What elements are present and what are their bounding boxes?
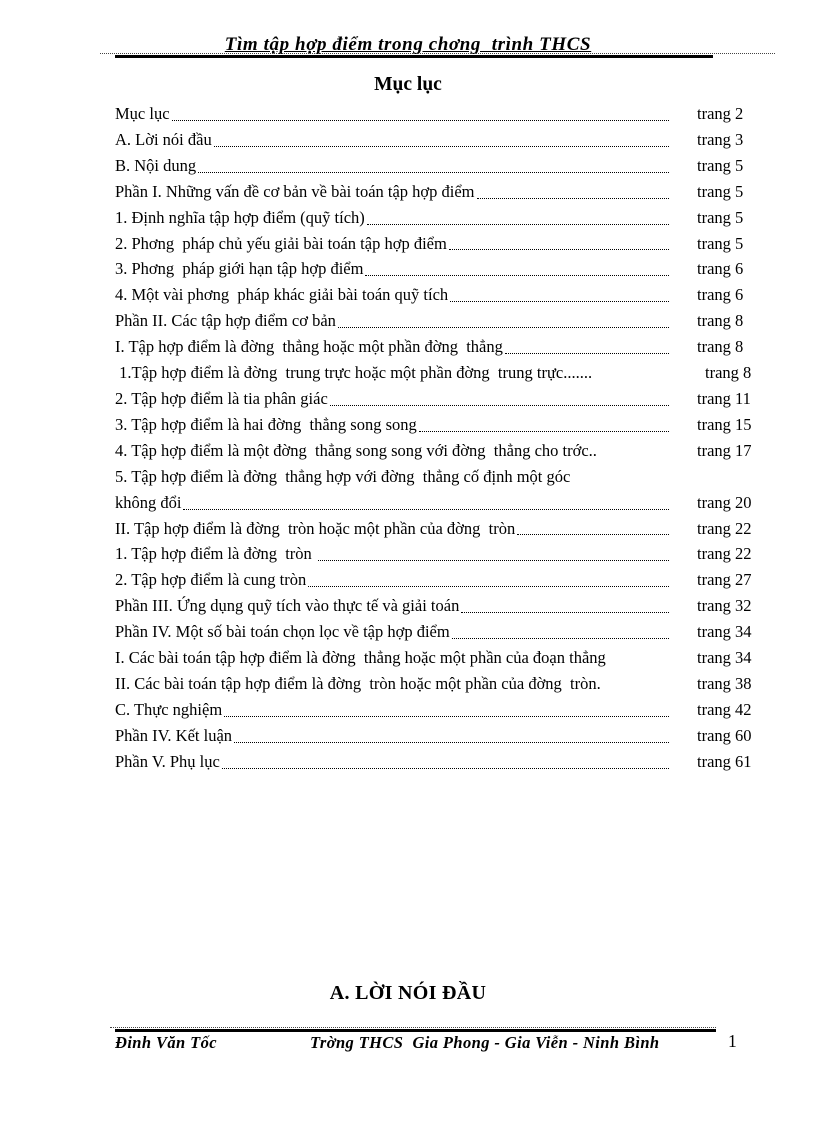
toc-row	[115, 334, 765, 360]
header-rule-dotted	[100, 53, 775, 54]
toc-entry-label: II. Các bài toán tập hợp điểm là đờng tròn hoặc một phần của đờng tròn.	[115, 673, 601, 693]
toc-entry-label: I. Tập hợp điểm là đờng thẳng hoặc một phần đờng thẳng	[115, 337, 503, 357]
toc-page-number: trang 60	[697, 725, 752, 745]
footer-school: Trờng THCS Gia Phong - Gia Viễn - Ninh Bình	[310, 1033, 660, 1052]
header-title: Tìm tập hợp điểm trong chơng trình THCS	[224, 34, 592, 55]
toc-row	[115, 567, 765, 593]
toc-page-number: trang 22	[697, 518, 752, 538]
toc-page-number: trang 20	[697, 492, 752, 512]
toc-entry-label: 4. Một vài phơng pháp khác giải bài toán quỹ tích	[115, 285, 449, 305]
toc-leader-dots	[419, 431, 669, 432]
toc-entry-label: 2. Tập hợp điểm là tia phân giác	[115, 388, 328, 408]
toc-row	[115, 282, 765, 308]
toc-page-number: trang 38	[697, 673, 752, 693]
toc-page-number: trang 3	[697, 129, 744, 149]
toc-entry-label: A. Lời nói đầu	[115, 129, 212, 149]
toc-leader-dots	[367, 224, 669, 225]
toc-entry-label: Phần III. Ứng dụng quỹ tích vào thực tế và giải toán	[115, 596, 460, 616]
section-heading: A. LỜI NÓI ĐẦU	[329, 982, 487, 1004]
footer-page-number: 1	[728, 1031, 737, 1051]
toc-page-number: trang 15	[697, 414, 752, 434]
toc-row	[115, 697, 765, 723]
toc-entry-label: 1. Định nghĩa tập hợp điểm (quỹ tích)	[115, 207, 365, 227]
toc-entry-label: 3. Tập hợp điểm là hai đờng thẳng song song	[115, 414, 417, 434]
toc-page-number: trang 27	[697, 570, 752, 590]
toc-entry-label: 2. Tập hợp điểm là cung tròn	[115, 570, 307, 590]
toc-page-number: trang 5	[697, 207, 744, 227]
toc-entry-label: 4. Tập hợp điểm là một đờng thẳng song song với đờng thẳng cho trớc..	[115, 440, 597, 460]
toc-page-number: trang 6	[697, 285, 744, 305]
toc-page-number: trang 8	[705, 363, 752, 383]
toc-page-number: trang 34	[697, 622, 752, 642]
toc-row	[115, 360, 765, 386]
toc-entry-label: I. Các bài toán tập hợp điểm là đờng thẳng hoặc một phần của đoạn thẳng	[115, 648, 606, 668]
toc-page-number: trang 32	[697, 596, 752, 616]
toc-page-number: trang 17	[697, 440, 752, 460]
toc-row	[115, 645, 765, 671]
toc-row	[115, 593, 765, 619]
toc-leader-dots	[183, 509, 669, 510]
toc-row	[115, 205, 765, 231]
toc-row	[115, 308, 765, 334]
toc-page-number: trang 8	[697, 337, 744, 357]
toc-row	[115, 153, 765, 179]
toc-leader-dots	[477, 198, 669, 199]
toc-entry-label: 3. Phơng pháp giới hạn tập hợp điểm	[115, 259, 364, 279]
toc-entry-label: 1. Tập hợp điểm là đờng tròn	[115, 544, 316, 564]
table-of-contents	[115, 101, 765, 775]
toc-row	[115, 179, 765, 205]
toc-leader-dots	[318, 560, 669, 561]
toc-row	[115, 516, 765, 542]
footer-rule	[115, 1029, 716, 1032]
toc-entry-label: C. Thực nghiệm	[115, 699, 223, 719]
toc-leader-dots	[517, 534, 669, 535]
toc-page-number: trang 5	[697, 155, 744, 175]
toc-leader-dots	[234, 742, 669, 743]
toc-row	[115, 723, 765, 749]
toc-leader-dots	[449, 249, 669, 250]
toc-entry-label: B. Nội dung	[115, 155, 197, 175]
toc-page-number: trang 5	[697, 181, 744, 201]
toc-row	[115, 386, 765, 412]
toc-row	[115, 749, 765, 775]
toc-row	[115, 256, 765, 282]
toc-entry-label: Phần II. Các tập hợp điểm cơ bản	[115, 311, 336, 331]
toc-leader-dots	[505, 353, 669, 354]
toc-leader-dots	[338, 327, 669, 328]
toc-entry-label: Phần IV. Kết luận	[115, 725, 233, 745]
toc-entry-label: II. Tập hợp điểm là đờng tròn hoặc một phần của đờng tròn	[115, 518, 516, 538]
toc-row	[115, 412, 765, 438]
toc-page-number: trang 8	[697, 311, 744, 331]
toc-page-number: trang 2	[697, 104, 744, 123]
header-rule	[115, 55, 713, 58]
footer-rule-dotted	[110, 1027, 716, 1028]
toc-page-number: trang 11	[697, 388, 751, 408]
toc-row	[115, 101, 765, 127]
toc-row	[115, 671, 765, 697]
toc-entry-label: không đổi	[115, 492, 182, 512]
toc-leader-dots	[450, 301, 669, 302]
footer-author: Đinh Văn Tốc	[115, 1033, 217, 1052]
toc-row	[115, 490, 765, 516]
toc-row	[115, 127, 765, 153]
page-footer	[115, 1033, 716, 1057]
toc-entry-label: Phần V. Phụ lục	[115, 751, 220, 771]
toc-entry-label: Phần IV. Một số bài toán chọn lọc về tập hợp điểm	[115, 622, 450, 642]
toc-page-number: trang 61	[697, 751, 752, 771]
toc-leader-dots	[452, 638, 669, 639]
toc-leader-dots	[308, 586, 669, 587]
toc-page-number: trang 5	[697, 233, 744, 253]
toc-leader-dots	[172, 120, 669, 121]
toc-entry-label: Mục lục	[115, 104, 170, 123]
toc-page-number: trang 6	[697, 259, 744, 279]
toc-leader-dots	[224, 716, 669, 717]
toc-row	[115, 541, 765, 567]
toc-row	[115, 464, 765, 490]
toc-row	[115, 231, 765, 257]
toc-page-number: trang 22	[697, 544, 752, 564]
toc-row	[115, 438, 765, 464]
toc-entry-label: 5. Tập hợp điểm là đờng thẳng hợp với đờng thẳng cố định một góc	[115, 466, 571, 486]
toc-leader-dots	[461, 612, 669, 613]
toc-page-number: trang 34	[697, 648, 752, 668]
toc-leader-dots	[365, 275, 669, 276]
page-title: Mục lục	[374, 74, 442, 95]
toc-page-number: trang 42	[697, 699, 752, 719]
toc-leader-dots	[214, 146, 669, 147]
toc-entry-label: Phần I. Những vấn đề cơ bản về bài toán tập hợp điểm	[115, 181, 475, 201]
toc-entry-label: 2. Phơng pháp chủ yếu giải bài toán tập hợp điểm	[115, 233, 447, 253]
toc-entry-label: 1.Tập hợp điểm là đờng trung trực hoặc một phần đờng trung trực.......	[115, 363, 593, 383]
toc-leader-dots	[330, 405, 669, 406]
toc-row	[115, 619, 765, 645]
toc-leader-dots	[222, 768, 669, 769]
toc-leader-dots	[198, 172, 669, 173]
